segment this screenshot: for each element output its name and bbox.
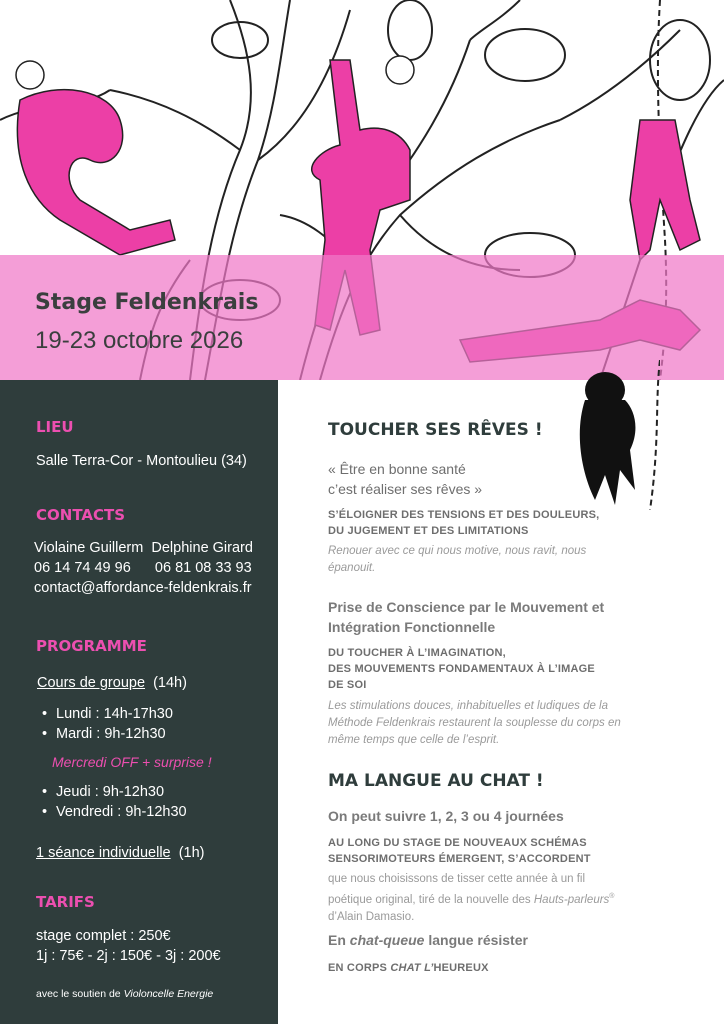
caps-2-line-3: DE SOI	[328, 679, 367, 691]
days-list-2	[40, 782, 187, 822]
lieu-text: Salle Terra-Cor - Montoulieu (34)	[36, 453, 247, 469]
contacts-heading: CONTACTS	[36, 506, 126, 524]
page-title: Stage Feldenkrais	[35, 290, 259, 315]
sub-3-c: langue résister	[424, 932, 528, 948]
quote-line-1: « Être en bonne santé	[328, 461, 466, 477]
heading-toucher: TOUCHER SES RÊVES !	[328, 420, 543, 440]
soutien-name: Violoncelle Energie	[123, 988, 214, 1000]
caps-4-a: EN CORPS	[328, 962, 391, 974]
ital-2: Les stimulations douces, inhabituelles et ludiques de la Méthode Feldenkrais restaurent la souplesse du corps en même temps que celle de l’esprit.	[328, 700, 621, 746]
sub-2: On peut suivre 1, 2, 3 ou 4 journées	[328, 808, 564, 824]
list-item: • Jeudi : 9h-12h30	[40, 782, 187, 802]
cours-hours: (14h)	[153, 675, 187, 691]
contact-phones: 06 14 74 49 96 06 81 08 33 93	[34, 560, 252, 576]
plain-1-c: d’Alain Damasio.	[328, 910, 415, 923]
sub-3	[328, 930, 528, 950]
plain-1-sup: ®	[609, 893, 615, 900]
tarifs-heading: TARIFS	[36, 893, 95, 911]
list-item: • Vendredi : 9h-12h30	[40, 802, 187, 822]
lieu-heading: LIEU	[36, 418, 74, 436]
event-date: 19-23 octobre 2026	[35, 327, 244, 354]
tarif-1: stage complet : 250€	[36, 928, 171, 944]
caps-3-line-2: SENSORIMOTEURS ÉMERGENT, S’ACCORDENT	[328, 853, 591, 865]
soutien-line	[36, 988, 213, 1000]
hero-banner	[0, 0, 724, 380]
caps-3-line-1: AU LONG DU STAGE DE NOUVEAUX SCHÉMAS	[328, 837, 587, 849]
sub-3-b: chat-queue	[349, 932, 425, 948]
soutien-prefix: avec le soutien de	[36, 988, 124, 1000]
days-list-1	[40, 704, 173, 744]
caps-1-line-1: S’ÉLOIGNER DES TENSIONS ET DES DOULEURS,	[328, 509, 600, 521]
contact-names: Violaine Guillerm Delphine Girard	[34, 540, 253, 556]
caps-4	[328, 960, 489, 976]
seance-label: 1 séance individuelle	[36, 845, 171, 861]
contact-email[interactable]: contact@affordance-feldenkrais.fr	[34, 580, 252, 596]
seance-line	[36, 845, 204, 861]
cours-label: Cours de groupe	[37, 675, 146, 691]
sub-3-a: En	[328, 932, 350, 948]
programme-heading: PROGRAMME	[36, 637, 147, 655]
quote-line-2: c’est réaliser ses rêves »	[328, 481, 483, 497]
sub-1-line-1: Prise de Conscience par le Mouvement et	[328, 599, 605, 615]
plain-1-b: Hauts-parleurs	[533, 893, 610, 906]
plain-1	[328, 871, 623, 926]
info-sidebar	[0, 380, 278, 1024]
caps-2-line-2: DES MOUVEMENTS FONDAMENTAUX À L’IMAGE	[328, 663, 595, 675]
caps-4-b: CHAT L’	[390, 962, 434, 974]
caps-1-line-2: DU JUGEMENT ET DES LIMITATIONS	[328, 525, 529, 537]
ital-1: Renouer avec ce qui nous motive, nous ravit, nous épanouit.	[328, 545, 587, 574]
list-item: • Mardi : 9h-12h30	[40, 724, 173, 744]
tarif-2: 1j : 75€ - 2j : 150€ - 3j : 200€	[36, 948, 221, 964]
caps-4-c: HEUREUX	[433, 962, 489, 974]
hanging-figure-illustration	[560, 360, 660, 510]
caps-2-line-1: DU TOUCHER À L’IMAGINATION,	[328, 647, 506, 659]
cours-line	[37, 675, 187, 691]
mercredi-note: Mercredi OFF + surprise !	[52, 754, 212, 770]
sub-1-line-2: Intégration Fonctionnelle	[328, 619, 496, 635]
list-item: • Lundi : 14h-17h30	[40, 704, 173, 724]
heading-langue: MA LANGUE AU CHAT !	[328, 771, 544, 791]
plain-1-a: que nous choisissons de tisser cette année à un fil poétique original, tiré de la nouvelle des	[328, 873, 585, 906]
seance-hours: (1h)	[178, 845, 205, 861]
